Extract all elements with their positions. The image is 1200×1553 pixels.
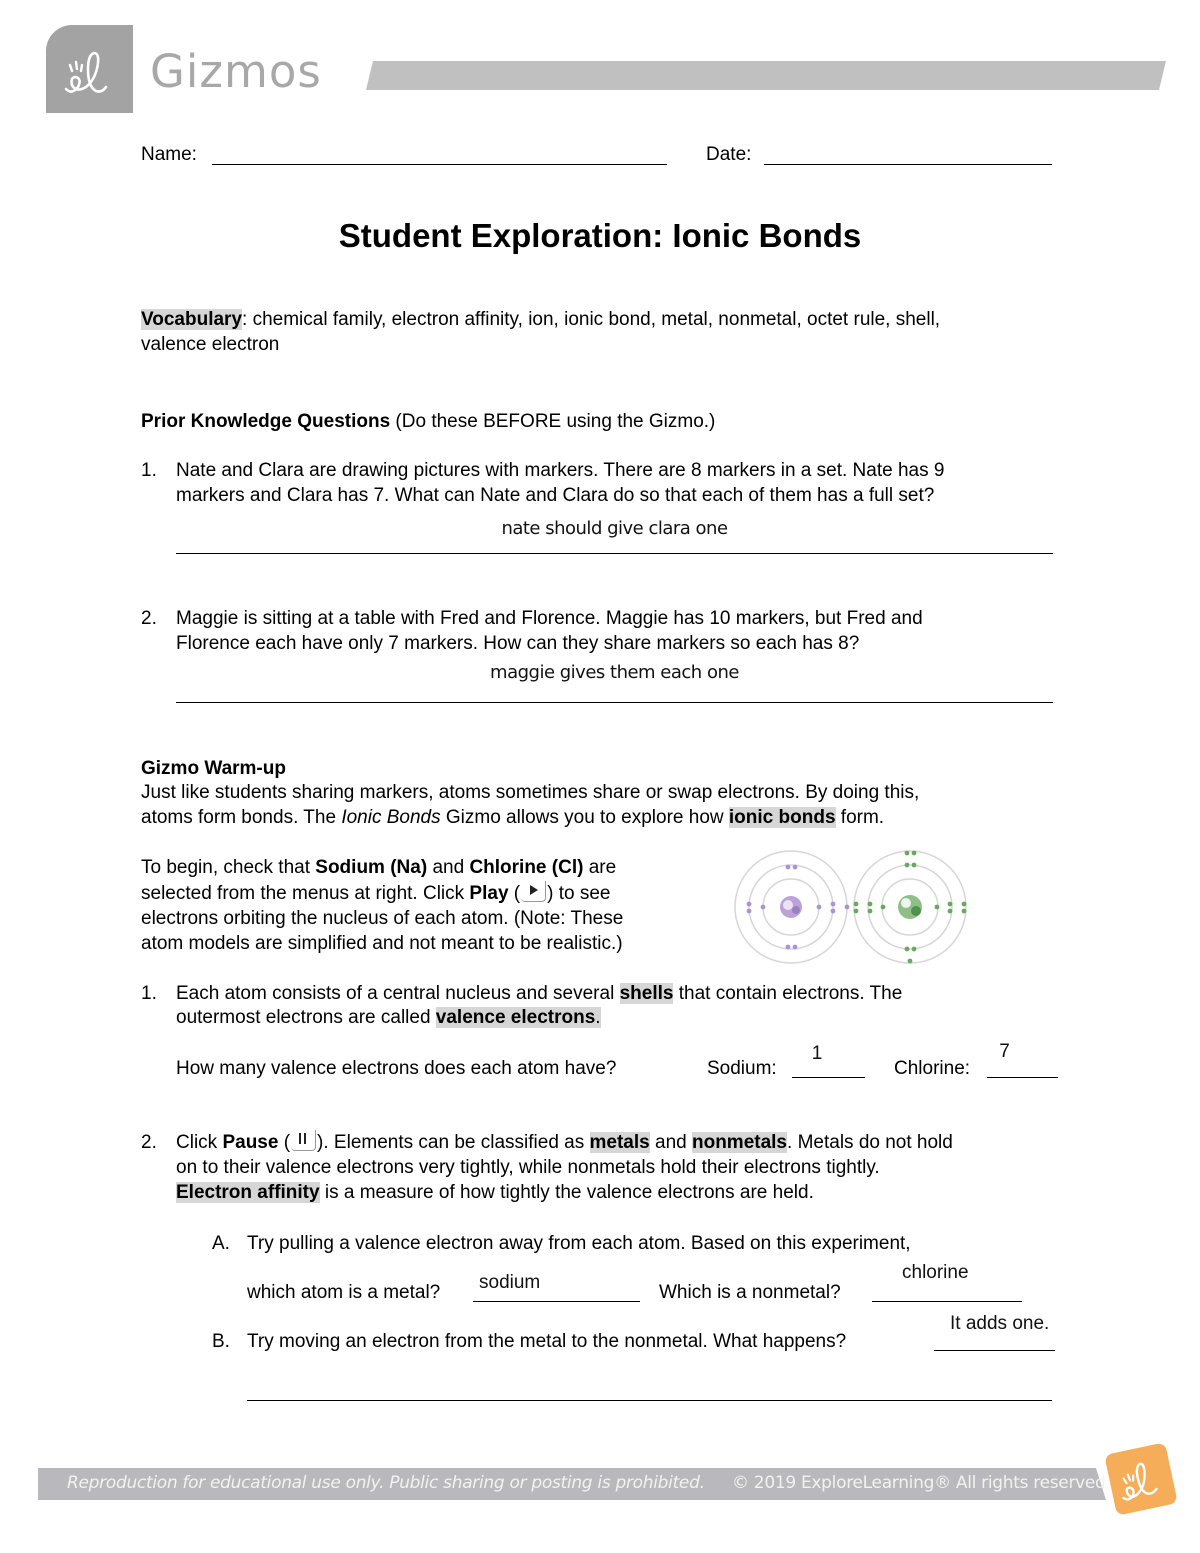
question-2-answer[interactable]: maggie gives them each one: [490, 662, 739, 683]
metal-answer: sodium: [479, 1272, 541, 1293]
question-1-line-1: Nate and Clara are drawing pictures with markers. There are 8 markers in a set. Nate has 9: [176, 460, 945, 481]
question-number: 1.: [141, 460, 157, 481]
metal-prompt: which atom is a metal?: [247, 1282, 441, 1303]
sodium-atom-icon: [735, 851, 849, 963]
warmup-heading: Gizmo Warm-up: [141, 758, 286, 779]
begin-line-2: selected from the menus at right. Click Play ( ) to see: [141, 883, 611, 904]
question-2-line-2: Florence each have only 7 markers. How can they share markers so each has 8?: [176, 633, 860, 654]
explorelearning-logo-icon: [1104, 1442, 1178, 1516]
nonmetal-prompt: Which is a nonmetal?: [659, 1282, 841, 1303]
chlorine-atom-icon: [854, 851, 967, 964]
part-b-prompt: Try moving an electron from the metal to the nonmetal. What happens?: [247, 1331, 847, 1352]
part-letter: B.: [212, 1331, 230, 1352]
prior-knowledge-heading: Prior Knowledge Questions (Do these BEFORE using the Gizmo.): [141, 411, 716, 432]
question-number: 2.: [141, 608, 157, 629]
begin-line-4: atom models are simplified and not meant to be realistic.): [141, 933, 623, 954]
answer-line: [176, 702, 1053, 703]
warmup-q2-line-1: Click Pause ( ). Elements can be classified as metals and nonmetals. Metals do not hold: [176, 1132, 953, 1153]
question-number: 2.: [141, 1132, 157, 1153]
name-label: Name:: [141, 144, 197, 165]
warmup-q2-line-3: Electron affinity is a measure of how tightly the valence electrons are held.: [176, 1182, 814, 1203]
question-number: 1.: [141, 983, 157, 1004]
page-title: Student Exploration: Ionic Bonds: [338, 217, 862, 254]
play-icon: [521, 881, 546, 902]
warmup-intro-line-1: Just like students sharing markers, atoms sometimes share or swap electrons. By doing this,: [141, 782, 920, 803]
vocabulary-label: Vocabulary: [141, 309, 243, 330]
footer-notice: Reproduction for educational use only. Public sharing or posting is prohibited.: [67, 1473, 705, 1493]
question-1-line-2: markers and Clara has 7. What can Nate and Clara do so that each of them has a full set?: [176, 485, 935, 506]
date-field[interactable]: [764, 144, 1052, 165]
sodium-answer: 1: [811, 1043, 823, 1064]
footer-copyright: © 2019 ExploreLearning® All rights reserved: [732, 1473, 1106, 1493]
answer-line: [176, 553, 1053, 554]
part-letter: A.: [212, 1233, 230, 1254]
chlorine-answer: 7: [999, 1041, 1010, 1062]
warmup-intro-line-2: atoms form bonds. The Ionic Bonds Gizmo allows you to explore how ionic bonds form.: [141, 807, 885, 828]
gizmos-logo: [46, 25, 133, 113]
part-a-line-1: Try pulling a valence electron away from each atom. Based on this experiment,: [247, 1233, 911, 1254]
sodium-label: Sodium:: [707, 1058, 777, 1079]
begin-line-3: electrons orbiting the nucleus of each atom. (Note: These: [141, 908, 624, 929]
vocabulary-line-2: valence electron: [141, 334, 280, 355]
vocabulary-line-1: Vocabulary: chemical family, electron affinity, ion, ionic bond, metal, nonmetal, octet rule, shell,: [141, 309, 941, 330]
brand-name: Gizmos: [150, 45, 322, 98]
date-label: Date:: [706, 144, 752, 165]
el-logo-icon: [46, 25, 133, 113]
chlorine-label: Chlorine:: [894, 1058, 971, 1079]
warmup-q2-line-2: on to their valence electrons very tightly, while nonmetals hold their electrons tightly.: [176, 1157, 880, 1178]
nonmetal-answer: chlorine: [902, 1262, 969, 1283]
header-bar: [366, 61, 1166, 90]
warmup-q1-line-1: Each atom consists of a central nucleus and several shells that contain electrons. The: [176, 983, 903, 1004]
pause-icon: [291, 1130, 316, 1151]
part-b-answer: It adds one.: [950, 1313, 1050, 1334]
valence-prompt: How many valence electrons does each atom have?: [176, 1058, 617, 1079]
warmup-q1-line-2: outermost electrons are called valence electrons.: [176, 1007, 601, 1028]
question-1-answer[interactable]: nate should give clara one: [501, 518, 728, 539]
name-field[interactable]: [212, 144, 667, 165]
begin-line-1: To begin, check that Sodium (Na) and Chlorine (Cl) are: [141, 857, 617, 878]
question-2-line-1: Maggie is sitting at a table with Fred and Florence. Maggie has 10 markers, but Fred and: [176, 608, 923, 629]
atom-diagram: [730, 845, 975, 965]
answer-line: [247, 1400, 1052, 1401]
